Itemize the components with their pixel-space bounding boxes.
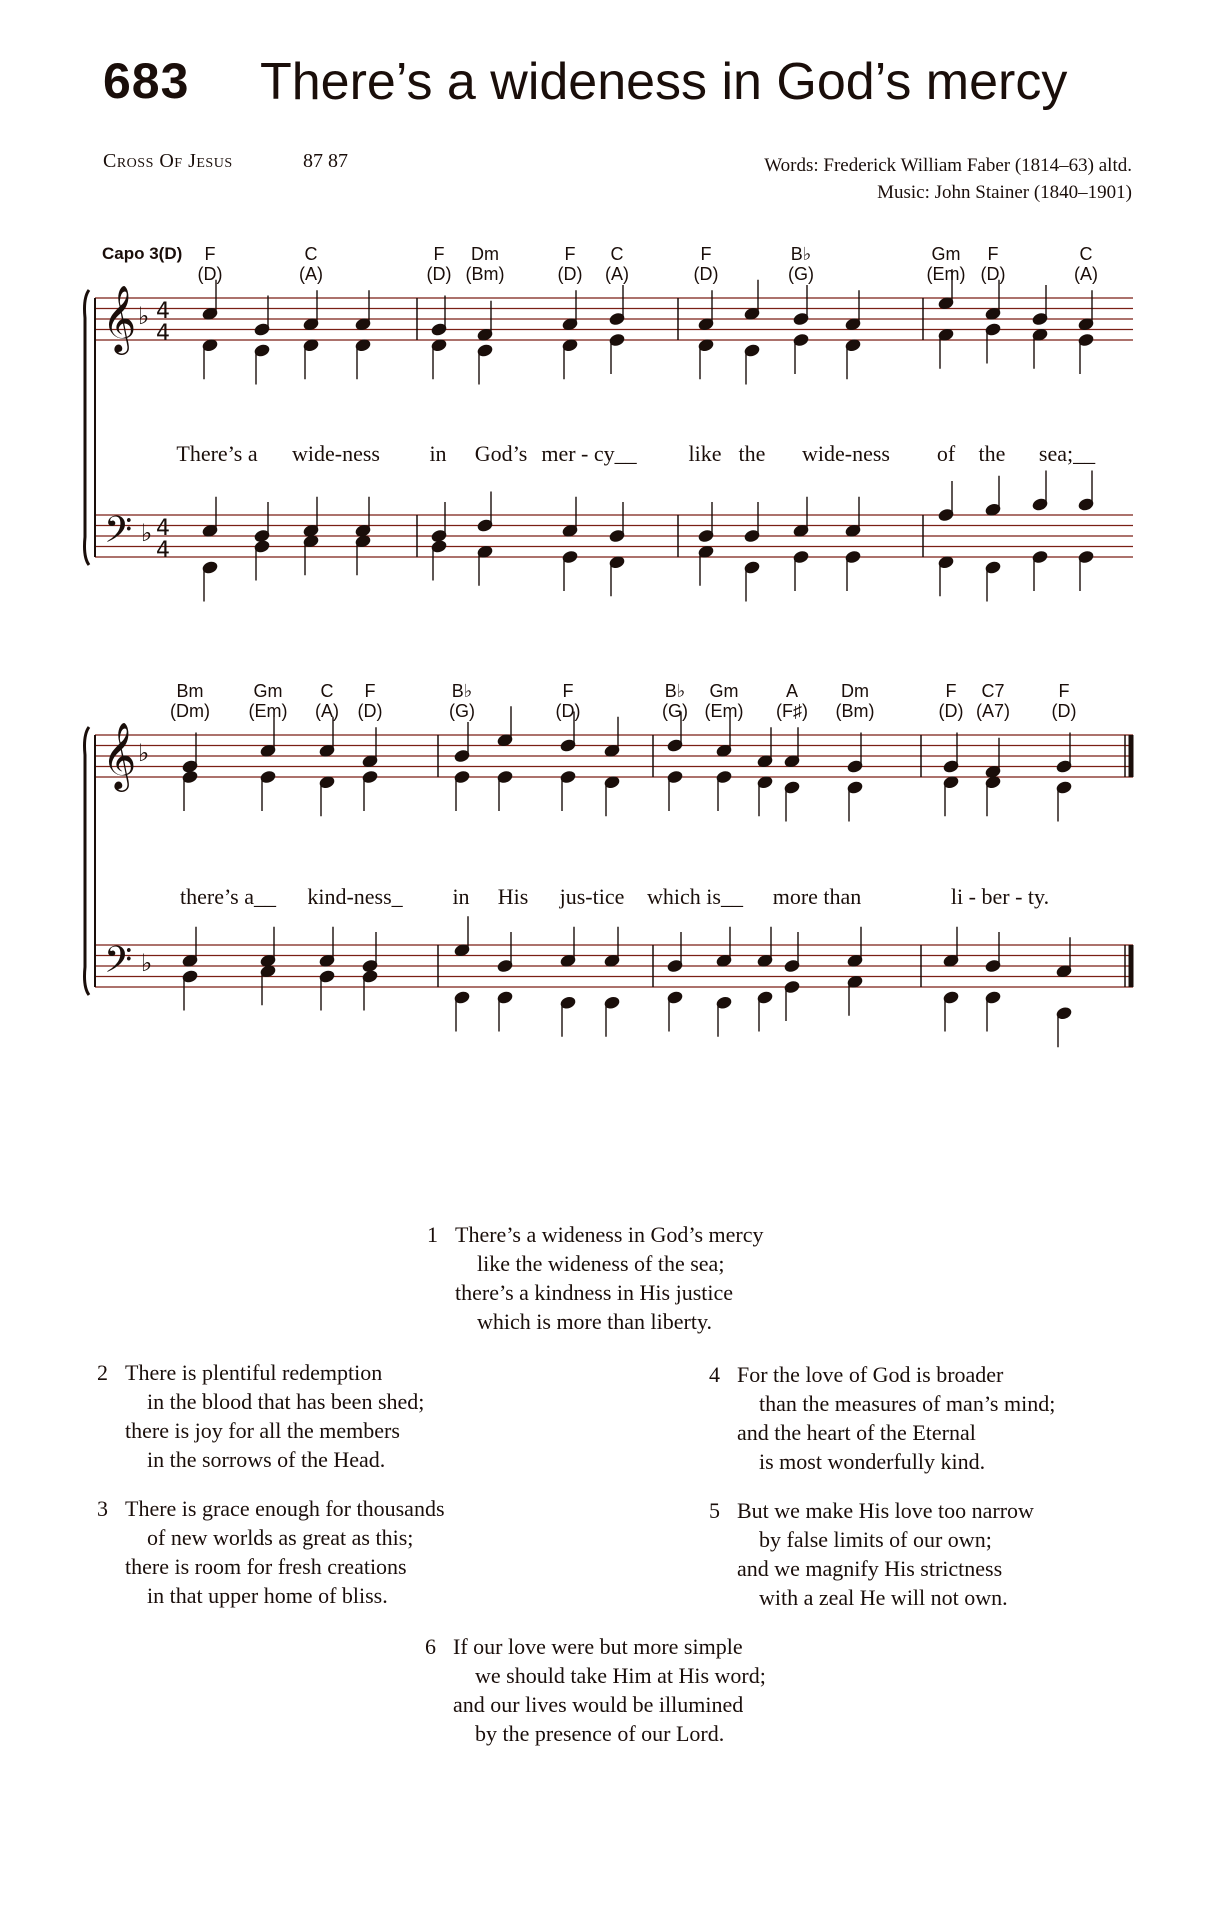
clefs-and-signatures [102,284,170,990]
chord: F (D) [197,244,223,284]
chord: A (F♯) [776,681,808,721]
verse-line: by the presence of our Lord. [475,1721,725,1746]
lyric-syllable: the [978,441,1006,466]
time-signature: 4 [156,516,170,541]
verse-3 [97,1494,445,1610]
lyric-syllable: wide-ness [802,441,890,466]
chord: F (D) [357,681,383,721]
treble-clef: 𝄞 [102,721,137,789]
verse-line: and the heart of the Eternal [737,1420,976,1445]
verse-line: in the sorrows of the Head. [147,1447,386,1472]
verse-6 [425,1632,766,1748]
verse-number: 2 [97,1360,108,1385]
chord: C (A) [1074,244,1098,284]
verse-line: is most wonderfully kind. [759,1449,986,1474]
verse-5 [709,1496,1034,1612]
hymn-title: There’s a wideness in God’s mercy [260,53,1068,111]
chord: F (D) [693,244,719,284]
verse-number: 1 [427,1222,438,1247]
bass-clef: 𝄢 [104,939,133,990]
tune-name: Cross Of Jesus [103,150,233,172]
verse-4 [709,1360,1056,1476]
lyric-syllable: in [429,441,447,466]
verse-number: 4 [709,1362,720,1387]
treble-clef: 𝄞 [102,284,137,352]
time-signature: 4 [156,538,170,563]
verse-line: in the blood that has been shed; [147,1389,425,1414]
verse-line: there’s a kindness in His justice [455,1280,734,1305]
verse-line: and our lives would be illumined [453,1692,744,1717]
verse-line: of new worlds as great as this; [147,1525,414,1550]
chord: Dm (Bm) [465,244,505,284]
key-signature-flat: ♭ [138,739,150,767]
key-signature-flat: ♭ [141,519,153,547]
lyric-syllable: which is__ [647,884,743,909]
verse-line: For the love of God is broader [737,1362,1004,1387]
verse-line: and we magnify His strictness [737,1556,1003,1581]
chord: F (D) [1051,681,1077,721]
lyric-syllable: wide-ness [292,441,380,466]
verse-number: 5 [709,1498,720,1523]
chord: Gm (Em) [926,244,966,284]
lyric-syllable: of [936,441,956,466]
lyric-syllable: jus-tice [559,884,625,909]
chord: F (D) [426,244,452,284]
system-bracket [85,290,90,565]
verse-number: 3 [97,1496,108,1521]
staves [85,290,1134,995]
chord: Gm (Em) [248,681,288,721]
verse-line: we should take Him at His word; [475,1663,766,1688]
chord: Dm (Bm) [835,681,875,721]
key-signature-flat: ♭ [141,949,153,977]
time-signature: 4 [156,321,170,346]
chord: B♭ (G) [662,681,688,721]
bass-clef: 𝄢 [104,509,133,560]
system-bracket [85,727,90,995]
chord: Gm (Em) [704,681,744,721]
verse-line: with a zeal He will not own. [759,1585,1008,1610]
key-signature-flat: ♭ [138,302,150,330]
chord: F (D) [555,681,581,721]
lyric-syllable: kind-ness_ [307,884,403,909]
lyric-syllable: li - ber - ty. [950,884,1050,909]
meter: 87 87 [303,150,348,172]
lyric-syllable: God’s [474,441,528,466]
chord: C (A) [315,681,339,721]
verse-line: there is joy for all the members [125,1418,400,1443]
verse-line: But we make His love too narrow [737,1498,1034,1523]
chord: B♭ (G) [449,681,475,721]
verse-line: there is room for fresh creations [125,1554,407,1579]
verse-line: than the measures of man’s mind; [759,1391,1056,1416]
chord: C (A) [299,244,323,284]
chord: B♭ (G) [788,244,814,284]
lyric-syllable: there’s a__ [180,884,276,909]
lyric-syllable: like [688,441,722,466]
notes [182,269,1095,1047]
verse-line: by false limits of our own; [759,1527,992,1552]
chord: F (D) [980,244,1006,284]
music-credit: Music: John Stainer (1840–1901) [877,182,1132,203]
hymn-number: 683 [103,53,190,109]
lyric-syllable: His [497,884,529,909]
lyric-syllable: sea;__ [1038,441,1096,466]
verse-line: which is more than liberty. [477,1309,713,1334]
verse-line: There is grace enough for thousands [125,1496,445,1521]
verse-2 [97,1358,425,1474]
lyric-syllable: more than [772,884,862,909]
lyric-syllable: mer - cy__ [541,441,637,466]
chord: C7 (A7) [975,681,1011,721]
time-signature: 4 [156,299,170,324]
chord: C (A) [605,244,629,284]
lyric-syllable: in [452,884,470,909]
verse-line: If our love were but more simple [453,1634,743,1659]
capo-label: Capo 3(D) [102,244,183,263]
verse-line: like the wideness of the sea; [477,1251,725,1276]
chord: F (D) [938,681,964,721]
verse-line: There’s a wideness in God’s mercy [455,1222,764,1247]
lyric-syllable: the [738,441,766,466]
lyric-syllable: There’s a [176,441,258,466]
words-credit: Words: Frederick William Faber (1814–63) altd. [764,155,1132,176]
chord: F (D) [557,244,583,284]
verse-line: There is plentiful redemption [125,1360,383,1385]
verse-line: in that upper home of bliss. [147,1583,388,1608]
verse-1 [427,1220,764,1336]
chord: Bm (Dm) [170,681,210,721]
verse-number: 6 [425,1634,436,1659]
